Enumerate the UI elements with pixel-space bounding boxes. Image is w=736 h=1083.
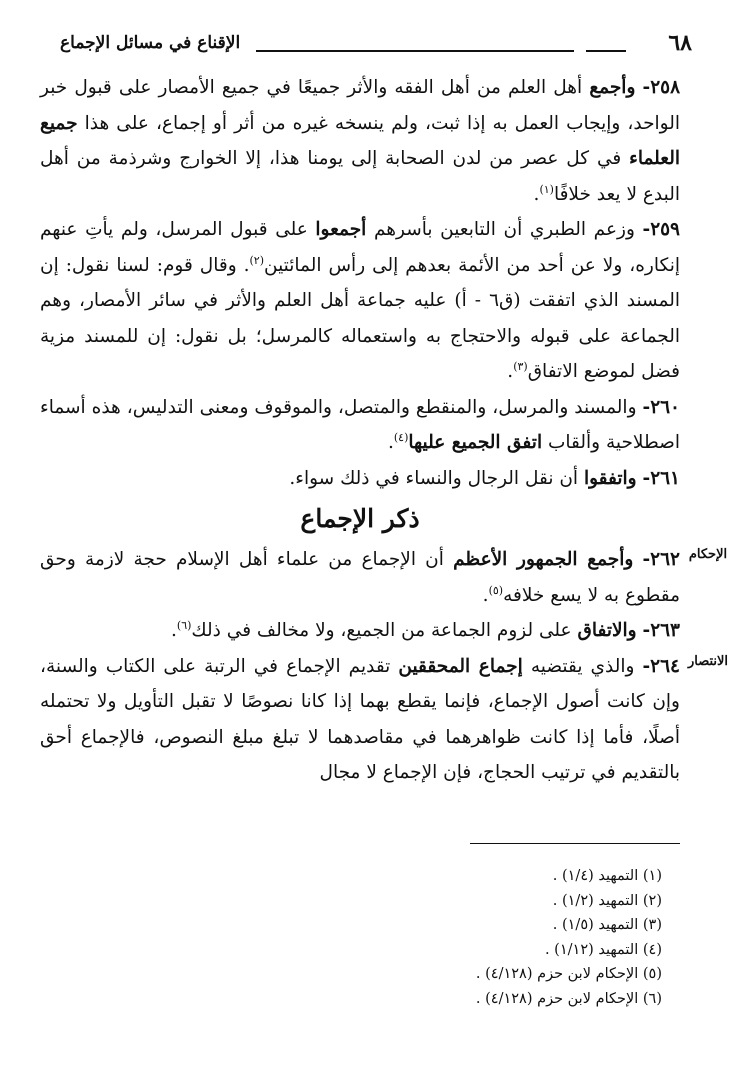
punctuation: . (482, 584, 489, 606)
paragraph-263 (40, 613, 680, 649)
page-header (60, 30, 692, 64)
footnote-ref: (٢) (249, 253, 264, 267)
paragraph-260 (40, 390, 680, 461)
page-body (40, 70, 729, 791)
punctuation: . (533, 183, 540, 205)
paragraph-264 (40, 649, 729, 791)
paragraph-261 (40, 461, 680, 497)
bold-phrase: أجمعوا (315, 219, 367, 240)
paragraph-number: ٢٥٨- (642, 77, 681, 98)
section-heading: ذكر الإجماع (300, 504, 420, 533)
footnote-ref: (٤) (393, 430, 409, 444)
punctuation: . (507, 361, 514, 382)
bold-phrase: اتفق الجميع عليها (408, 432, 543, 453)
paragraph-text: تقديم الإجماع في الرتبة على الكتاب والسنة، وإن كانت أصول الإجماع، فإنما يقطع بهما إذا كانا نصوصًا لا تقبل التأويل ولا تحتمله أصلًا، فأما إذا كانت ظواهرهما في مقاصدهما لا تبلغ مبلغ النصوص، فالإجماع أحق بالتقديم في ترتيب الحجاج، فإن الإجماع لا مجال (40, 655, 680, 783)
paragraph-text: أن الإجماع من علماء أهل الإسلام حجة لازمة وحق مقطوع به لا يسع خلافه (40, 549, 680, 606)
footnote-ref: (٥) (488, 583, 504, 597)
footnote-item: (٦) الإحكام لابن حزم (٤/١٢٨) . (475, 990, 662, 1007)
footnote-item: (٤) التمهيد (١/١٢) . (544, 941, 662, 958)
paragraph-number: ٢٦١- (642, 467, 680, 489)
paragraph-text: أهل العلم من أهل الفقه والأثر جميعًا في جميع الأمصار على قبول خبر الواحد، وإيجاب العمل به إذا ثبت، ولم ينسخه غيره من أثر أو إجماع، على هذا (40, 77, 680, 134)
paragraph-258 (40, 70, 680, 212)
footnotes (476, 864, 662, 1011)
bold-phrase: وأجمع (589, 77, 636, 98)
bold-phrase: والاتفاق (577, 620, 637, 641)
paragraph-number: ٢٦٠- (642, 396, 680, 418)
punctuation: . (387, 432, 394, 453)
running-book-title: الإقناع في مسائل الإجماع (60, 33, 241, 53)
header-rule-long (256, 50, 574, 52)
paragraph-259 (40, 212, 680, 390)
bold-phrase: جميع العلماء (40, 112, 680, 169)
page-number: ٦٨ (668, 30, 692, 56)
paragraph-text: . وقال قوم: لسنا نقول: إن المسند الذي اتفقت (ق٦ - أ) عليه جماعة أهل العلم والأثر في سائر الأمصار، وهم الجماعة على قبوله والاحتجاج به واستعماله كالمرسل؛ بل نقول: إن للمسند مزية فضل لموضع الاتفاق (40, 254, 681, 382)
paragraph-text: أن نقل الرجال والنساء في ذلك سواء. (289, 467, 579, 489)
margin-source-note: الانتصار (687, 653, 729, 669)
paragraph-text: على لزوم الجماعة من الجميع، ولا مخالف في ذلك (191, 620, 572, 641)
footnote-separator (470, 843, 680, 844)
margin-source-note: الإحكام (688, 547, 728, 562)
paragraph-text: والذي يقتضيه (530, 655, 635, 677)
paragraph-text: في كل عصر من لدن الصحابة إلى يومنا هذا، إلا الخوارج وشرذمة من أهل البدع لا يعد خلافًا (40, 148, 680, 205)
footnote-item: (٢) التمهيد (١/٢) . (552, 892, 662, 909)
paragraph-text: على قبول المرسل، ولم يأتِ عنهم إنكاره، ولا عن أحد من الأئمة بعدهم إلى رأس المائتين (40, 219, 680, 276)
paragraph-text: والمسند والمرسل، والمنقطع والمتصل، والموقوف ومعنى التدليس، هذه أسماء اصطلاحية وألقاب (40, 396, 680, 453)
paragraph-number: ٢٦٢- (642, 549, 680, 570)
footnote-item: (١) التمهيد (١/٤) . (552, 868, 662, 884)
footnote-ref: (٦) (176, 618, 192, 632)
footnote-item: (٥) الإحكام لابن حزم (٤/١٢٨) . (475, 966, 662, 982)
paragraph-number: ٢٦٣- (642, 620, 680, 641)
bold-phrase: إجماع المحققين (398, 655, 523, 677)
paragraph-number: ٢٦٤- (642, 655, 680, 677)
footnote-ref: (٣) (513, 359, 528, 373)
footnote-item: (٣) التمهيد (١/٥) . (552, 917, 662, 933)
bold-phrase: وأجمع الجمهور الأعظم (453, 549, 634, 570)
paragraph-262 (40, 542, 728, 613)
punctuation: . (171, 620, 177, 641)
paragraph-text: وزعم الطبري أن التابعين بأسرهم (373, 219, 635, 240)
bold-phrase: واتفقوا (583, 467, 637, 489)
paragraph-number: ٢٥٩- (642, 219, 680, 240)
footnote-ref: (١) (539, 182, 554, 196)
header-rule-short (586, 50, 626, 52)
